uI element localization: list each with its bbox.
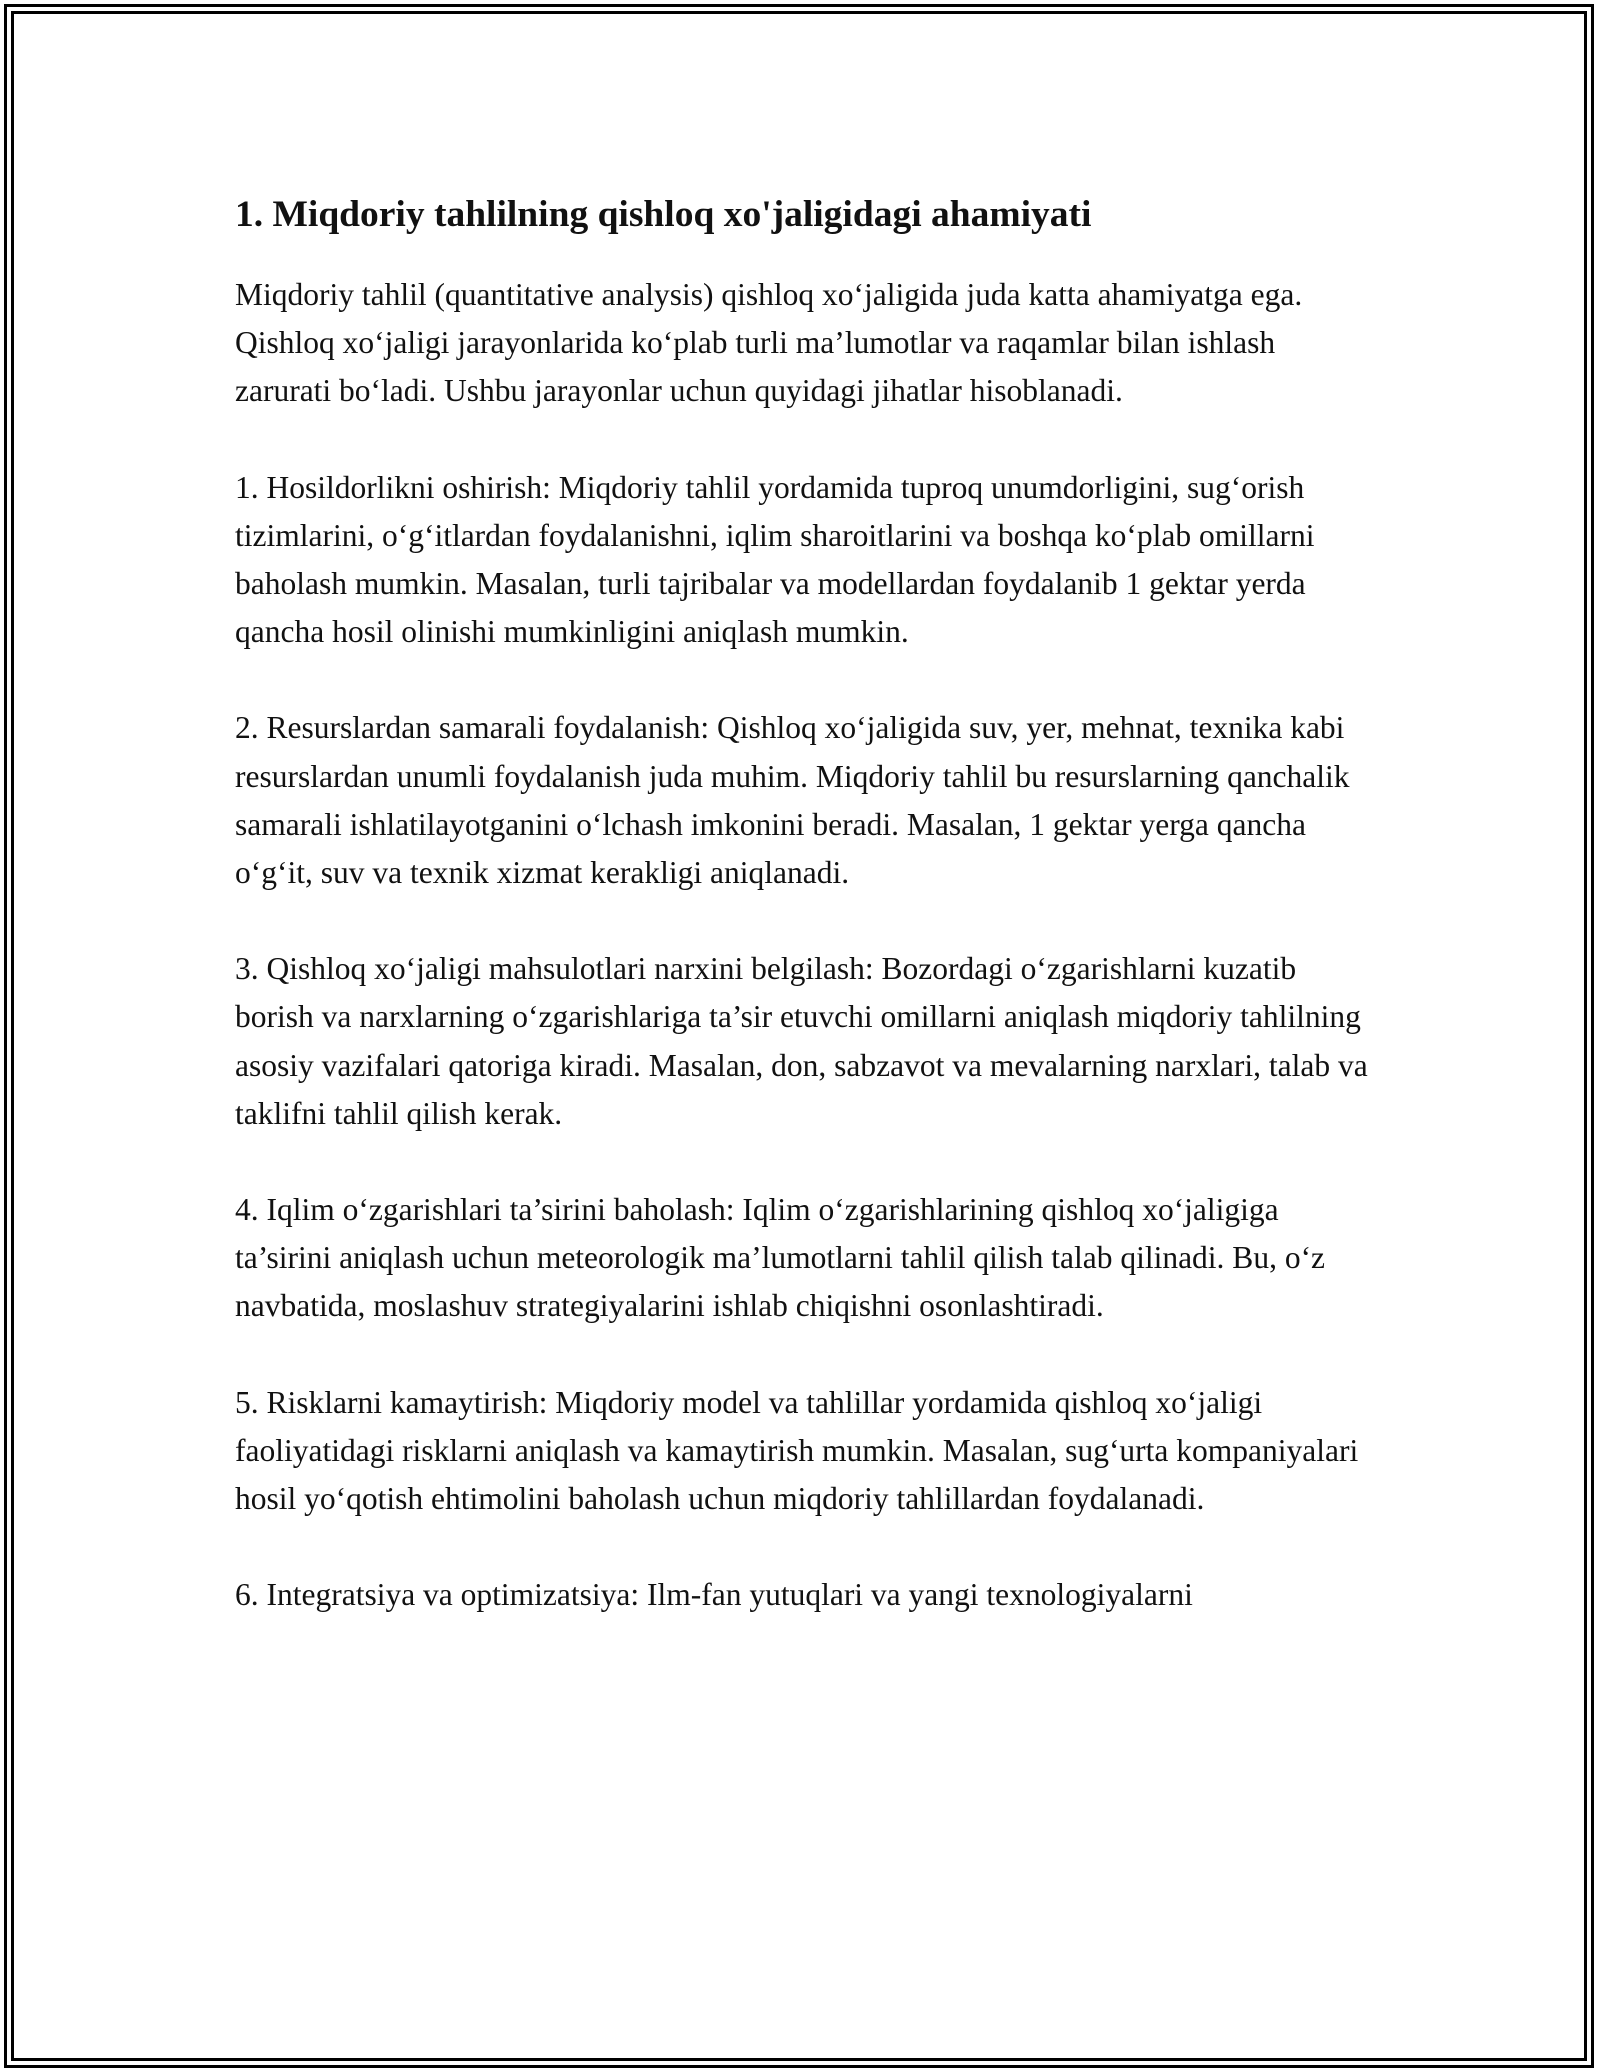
page-title: 1. Miqdoriy tahlilning qishloq xo'jaligidagi ahamiyati [235, 194, 1092, 235]
paragraph-risk-reduction: 5. Risklarni kamaytirish: Miqdoriy model va tahlillar yordamida qishloq xo‘jaligi faoliyatidagi risklarni aniqlash va kamaytirish mumkin. Masalan, sug‘urta kompaniyalari hosil yo‘qotish ehtimolini baholash uchun miqdoriy tahlillardan foydalanadi. [235, 1384, 1359, 1517]
paragraph-yield-increase: 1. Hosildorlikni oshirish: Miqdoriy tahlil yordamida tuproq unumdorligini, sug‘orish tizimlarini, o‘g‘itlardan foydalanishni, iqlim sharoitlarini va boshqa ko‘plab omillarni baholash mumkin. Masalan, turli tajribalar va modellardan foydalanib 1 gektar yerda qancha hosil olinishi mumkinligini aniqlash mumkin. [235, 469, 1315, 650]
paragraph-climate-impact: 4. Iqlim o‘zgarishlari ta’sirini baholash: Iqlim o‘zgarishlarining qishloq xo‘jaligiga ta’sirini aniqlash uchun meteorologik ma’lumotlarni tahlil qilish talab qilinadi. Bu, o‘z navbatida, moslashuv strategiyalarini ishlab chiqishni osonlashtiradi. [235, 1192, 1326, 1324]
paragraph-resource-efficiency: 2. Resurslardan samarali foydalanish: Qishloq xo‘jaligida suv, yer, mehnat, texnika kabi resurslardan unumli foydalanish juda muhim. Miqdoriy tahlil bu resurslarning qanchalik samarali ishlatilayotganini o‘lchash imkonini beradi. Masalan, 1 gektar yerga qancha o‘g‘it, suv va texnik xizmat kerakligi aniqlanadi. [235, 710, 1350, 891]
intro-paragraph: Miqdoriy tahlil (quantitative analysis) qishloq xo‘jaligida juda katta ahamiyatga ega. Qishloq xo‘jaligi jarayonlarida ko‘plab turli ma’lumotlar va raqamlar bilan ishlash zarurati bo‘ladi. Ushbu jarayonlar uchun quyidagi jihatlar hisoblanadi. [235, 277, 1303, 409]
paragraph-integration-optimization: 6. Integratsiya va optimizatsiya: Ilm-fan yutuqlari va yangi texnologiyalarni [235, 1577, 1193, 1613]
document-body [235, 188, 1370, 1667]
paragraph-price-setting: 3. Qishloq xo‘jaligi mahsulotlari narxini belgilash: Bozordagi o‘zgarishlarni kuzatib borish va narxlarning o‘zgarishlariga ta’sir etuvchi omillarni aniqlash miqdoriy tahlilning asosiy vazifalari qatoriga kiradi. Masalan, don, sabzavot va mevalarning narxlari, talab va taklifni tahlil qilish kerak. [235, 951, 1368, 1131]
